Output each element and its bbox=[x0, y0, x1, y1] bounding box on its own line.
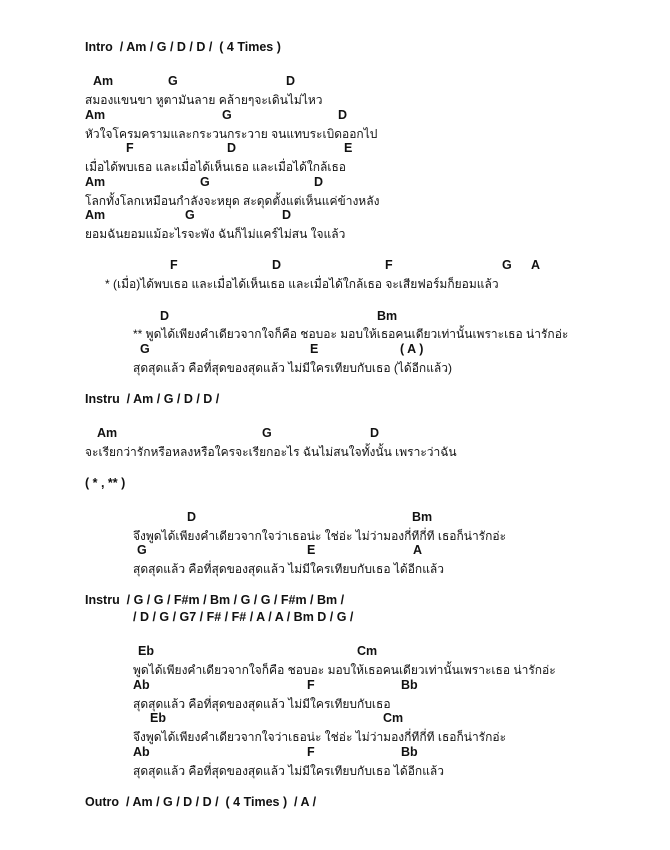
chord: Am bbox=[93, 74, 114, 88]
lyric-line: โลกทั้งโลกเหมือนกำลังจะหยุด สะดุดตั้งแต่เห็นแค่ข้างหลัง bbox=[85, 194, 380, 208]
chord: Eb bbox=[138, 644, 154, 658]
chord: F bbox=[307, 678, 315, 692]
chord: D bbox=[187, 510, 197, 524]
lyric-line: ยอมฉันยอมแม้อะไรจะพัง ฉันก็ไม่แคร์ไม่สน ใจแล้ว bbox=[85, 227, 346, 241]
chord: Bm bbox=[377, 309, 398, 323]
lyric-line: เมื่อได้พบเธอ และเมื่อได้เห็นเธอ และเมื่อได้ใกล้เธอ bbox=[85, 160, 346, 174]
chord: Bb bbox=[401, 745, 418, 759]
chord: G bbox=[168, 74, 178, 88]
chord: Am bbox=[85, 108, 106, 122]
chord: E bbox=[310, 342, 319, 356]
repeat-marker: ( * , ** ) bbox=[85, 476, 126, 490]
chord: F bbox=[385, 258, 393, 272]
lyric-line: * (เมื่อ)ได้พบเธอ และเมื่อได้เห็นเธอ และเมื่อได้ใกล้เธอ จะเสียฟอร์มก็ยอมแล้ว bbox=[105, 277, 499, 291]
chord: D bbox=[286, 74, 296, 88]
chord: F bbox=[307, 745, 315, 759]
lyric-line: พูดได้เพียงคำเดียวจากใจก็คือ ชอบอะ มอบให้เธอคนเดียวเท่านั้นเพราะเธอ น่ารักอ่ะ bbox=[133, 663, 556, 677]
chord: D bbox=[282, 208, 292, 222]
chord: F bbox=[126, 141, 134, 155]
lyric-line: สุดสุดแล้ว คือที่สุดของสุดแล้ว ไม่มีใครเทียบกับเธอ bbox=[133, 697, 391, 711]
lyric-line: ** พูดได้เพียงคำเดียวจากใจก็คือ ชอบอะ มอบให้เธอคนเดียวเท่านั้นเพราะเธอ น่ารักอ่ะ bbox=[133, 327, 569, 341]
chord: Ab bbox=[133, 678, 150, 692]
chord: E bbox=[344, 141, 353, 155]
instrumental-line: Instru / Am / G / D / D / bbox=[85, 392, 220, 406]
chord: G bbox=[502, 258, 512, 272]
chord: ( A ) bbox=[400, 342, 424, 356]
outro-line: Outro / Am / G / D / D / ( 4 Times ) / A / bbox=[85, 795, 317, 809]
chord: Bb bbox=[401, 678, 418, 692]
chord: Am bbox=[85, 175, 106, 189]
chord: D bbox=[227, 141, 237, 155]
chord: D bbox=[338, 108, 348, 122]
lyric-line: สุดสุดแล้ว คือที่สุดของสุดแล้ว ไม่มีใครเทียบกับเธอ (ได้อีกแล้ว) bbox=[133, 361, 453, 375]
chord: D bbox=[314, 175, 324, 189]
chord: Bm bbox=[412, 510, 433, 524]
chord: A bbox=[531, 258, 541, 272]
chord: G bbox=[185, 208, 195, 222]
chord: Cm bbox=[357, 644, 378, 658]
chord: E bbox=[307, 543, 316, 557]
chord: G bbox=[137, 543, 147, 557]
chord: Eb bbox=[150, 711, 166, 725]
lyric-line: สุดสุดแล้ว คือที่สุดของสุดแล้ว ไม่มีใครเทียบกับเธอ ได้อีกแล้ว bbox=[133, 764, 445, 778]
chord: G bbox=[140, 342, 150, 356]
lyric-line: จึงพูดได้เพียงคำเดียวจากใจว่าเธอน่ะ ใช่อ่ะ ไม่ว่ามองกี่ทีกี่ที เธอก็น่ารักอ่ะ bbox=[133, 529, 507, 543]
chord: G bbox=[222, 108, 232, 122]
instrumental-line: / D / G / G7 / F# / F# / A / A / Bm D / G / bbox=[133, 610, 354, 624]
lyric-line: หัวใจโครมครามและกระวนกระวาย จนแทบระเบิดออกไป bbox=[85, 127, 378, 141]
chord: G bbox=[262, 426, 272, 440]
chord: D bbox=[272, 258, 282, 272]
instrumental-line: Instru / G / G / F#m / Bm / G / G / F#m / Bm / bbox=[85, 593, 345, 607]
chord: F bbox=[170, 258, 178, 272]
chord: D bbox=[160, 309, 170, 323]
chord: Cm bbox=[383, 711, 404, 725]
chord: D bbox=[370, 426, 380, 440]
lyric-line: จึงพูดได้เพียงคำเดียวจากใจว่าเธอน่ะ ใช่อ่ะ ไม่ว่ามองกี่ทีกี่ที เธอก็น่ารักอ่ะ bbox=[133, 730, 507, 744]
chord: G bbox=[200, 175, 210, 189]
lyric-line: สุดสุดแล้ว คือที่สุดของสุดแล้ว ไม่มีใครเทียบกับเธอ ได้อีกแล้ว bbox=[133, 562, 445, 576]
chord: A bbox=[413, 543, 423, 557]
intro-line: Intro / Am / G / D / D / ( 4 Times ) bbox=[85, 40, 281, 54]
chord: Ab bbox=[133, 745, 150, 759]
lyric-line: จะเรียกว่ารักหรือหลงหรือใครจะเรียกอะไร ฉันไม่สนใจทั้งนั้น เพราะว่าฉัน bbox=[85, 445, 457, 459]
lyric-line: สมองแขนขา หูตามันลาย คล้ายๆจะเดินไม่ไหว bbox=[85, 93, 323, 107]
chord: Am bbox=[97, 426, 118, 440]
chord: Am bbox=[85, 208, 106, 222]
